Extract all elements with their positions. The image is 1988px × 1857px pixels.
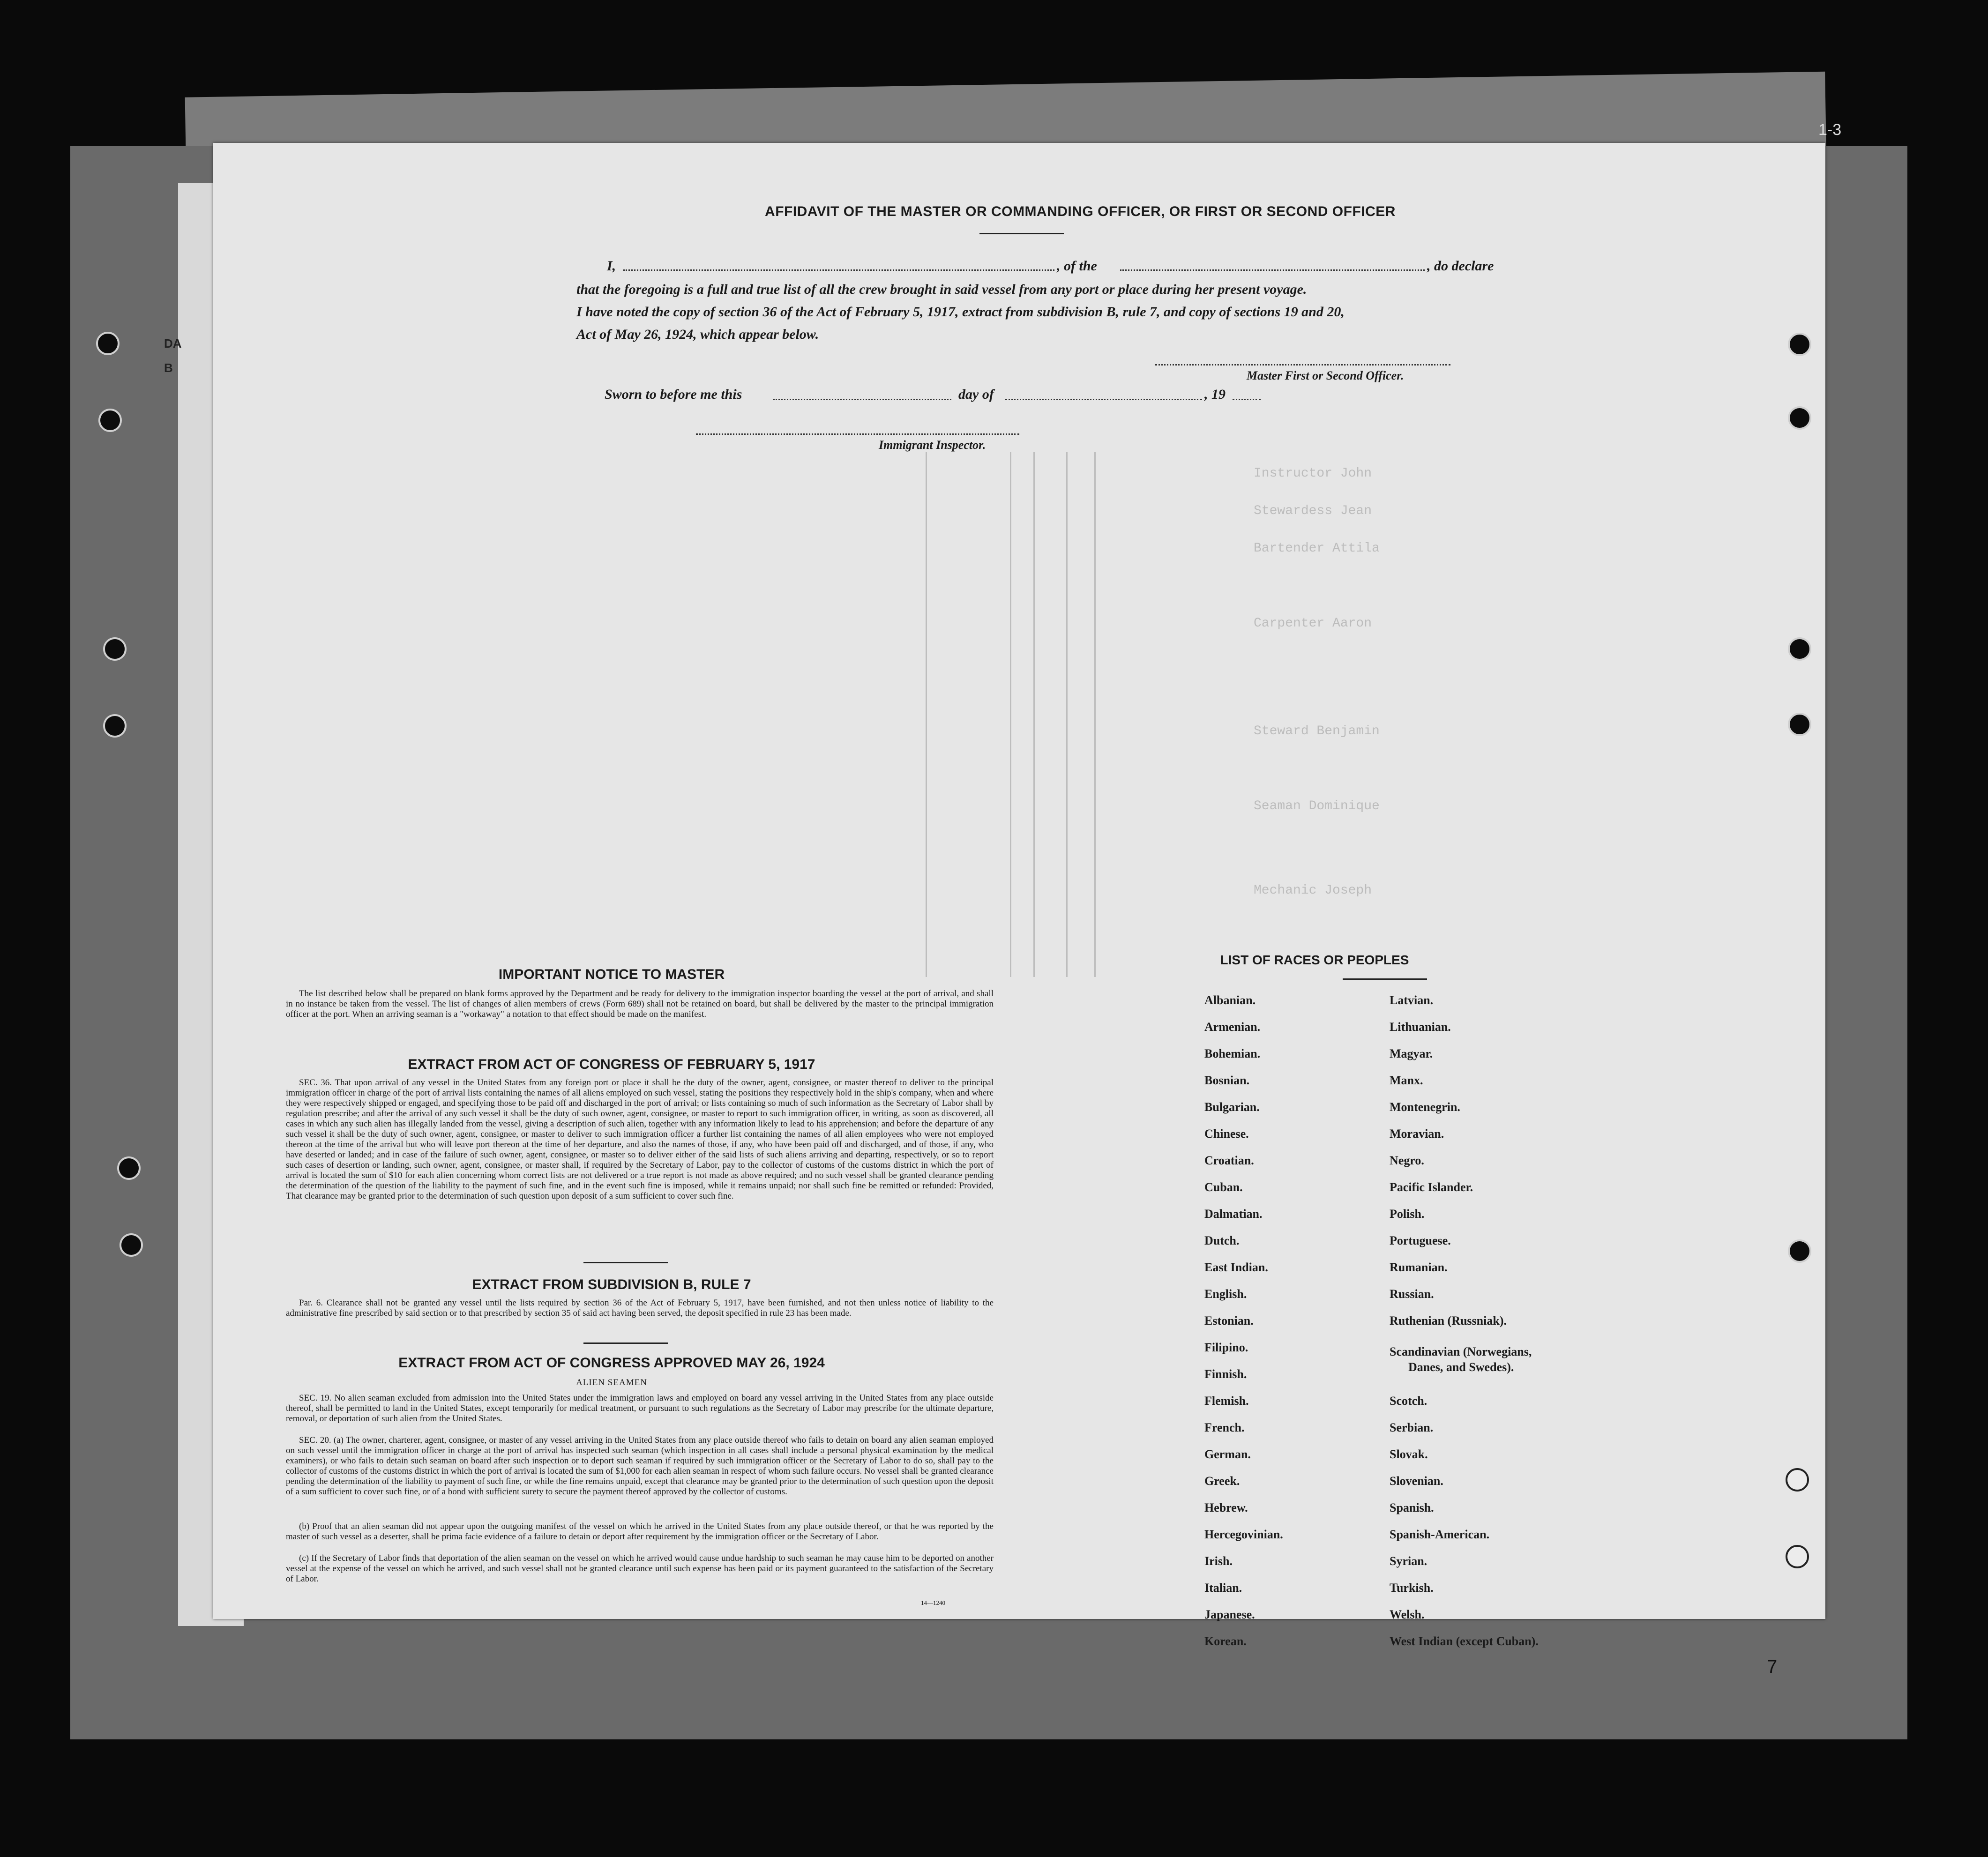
race-item: Turkish. xyxy=(1390,1581,1434,1595)
race-item: East Indian. xyxy=(1204,1260,1268,1274)
bleed-through-rule xyxy=(1033,452,1035,977)
affidavit-of-the-label: , of the xyxy=(1057,258,1097,274)
races-title-rule xyxy=(1343,978,1427,980)
race-item: Slovenian. xyxy=(1390,1474,1443,1488)
extract-1924-sec20a: SEC. 20. (a) The owner, charterer, agent, consignee, or master of any vessel arriving in the United States from any place outside thereof who fails to detain on board any alien seaman employed on such vessel until the immigration officer in charge at the port of arrival has inspected such seaman (which inspection in all cases shall include a personal physical examination by the medical examiners), or who fails to detain such seaman on board after such inspection or to deport such seaman if required by such immigration officer or the Secretary of Labor to do so, shall pay to the collector of customs of the customs district in which the port of arrival is located the sum of $1,000 for each alien seaman in respect of whom such failure occurs. No vessel shall be granted clearance pending the determination of the liability to payment of such fine, or while the fine remains unpaid, except that clearance may be granted prior to the determination of such question upon the deposit of a sum sufficient to cover such fine, or of a bond with sufficient surety to secure the payment thereof approved by the collector of customs. xyxy=(286,1435,994,1497)
extract-1924-sec20c: (c) If the Secretary of Labor finds that deportation of the alien seaman on the vessel on which he arrived would cause undue hardship to such seaman he may cause him to be deported on another vessel at the expense of the vessel on which he arrived, and such vessel shall not be granted clearance until such expense has been paid or its payment guaranteed to the satisfaction of the Secretary of Labor. xyxy=(286,1553,994,1584)
bleed-through-text: Bartender Attila xyxy=(1254,541,1380,556)
race-item: Russian. xyxy=(1390,1287,1434,1301)
name-blank-line[interactable] xyxy=(623,269,1054,271)
race-item: Magyar. xyxy=(1390,1047,1433,1060)
form-number: 14—1240 xyxy=(921,1599,945,1606)
bleed-through-text: Mechanic Joseph xyxy=(1254,883,1372,898)
bleed-through-rule xyxy=(1066,452,1068,977)
race-item: Manx. xyxy=(1390,1074,1423,1087)
race-item: Spanish. xyxy=(1390,1501,1434,1514)
manifest-page xyxy=(213,143,1825,1677)
race-item: Lithuanian. xyxy=(1390,1020,1451,1034)
race-item: Welsh. xyxy=(1390,1608,1425,1621)
race-item: Danes, and Swedes). xyxy=(1408,1360,1514,1374)
section-rule xyxy=(583,1342,668,1344)
races-title: LIST OF RACES OR PEOPLES xyxy=(1220,953,1409,967)
race-item: German. xyxy=(1204,1447,1251,1461)
race-item: Ruthenian (Russniak). xyxy=(1390,1314,1507,1327)
affidavit-line-2: that the foregoing is a full and true list of all the crew brought in said vessel from any port or place during her present voyage. xyxy=(576,282,1307,297)
affidavit-line-4: Act of May 26, 1924, which appear below. xyxy=(576,327,819,342)
punch-hole xyxy=(103,637,127,661)
bleed-through-rule xyxy=(926,452,927,977)
punch-hole xyxy=(96,332,120,355)
race-item: Moravian. xyxy=(1390,1127,1444,1141)
notice-title: IMPORTANT NOTICE TO MASTER xyxy=(498,967,725,982)
race-item: Italian. xyxy=(1204,1581,1242,1595)
race-item: Syrian. xyxy=(1390,1554,1427,1568)
race-item: Hebrew. xyxy=(1204,1501,1248,1514)
punch-hole xyxy=(117,1156,141,1180)
master-signature-label: Master First or Second Officer. xyxy=(1247,369,1404,382)
year-label: , 19 xyxy=(1204,387,1226,402)
extract-1924-title: EXTRACT FROM ACT OF CONGRESS APPROVED MAY 26, 1924 xyxy=(398,1355,825,1371)
day-of-label: day of xyxy=(958,387,994,402)
extract-1924-sec20b: (b) Proof that an alien seaman did not appear upon the outgoing manifest of the vessel on which he arrived in the United States from any place outside thereof, or that he was reported by the master of such vessel as a deserter, shall be prima facie evidence of a failure to detain or deport after requirement by the immigration officer or the Secretary of Labor. xyxy=(286,1521,994,1542)
race-item: Pacific Islander. xyxy=(1390,1180,1473,1194)
bleed-through-rule xyxy=(1010,452,1011,977)
race-item: Flemish. xyxy=(1204,1394,1249,1408)
race-item: Scandinavian (Norwegians, xyxy=(1390,1345,1532,1358)
race-item: Chinese. xyxy=(1204,1127,1249,1141)
race-item: English. xyxy=(1204,1287,1247,1301)
race-item: Finnish. xyxy=(1204,1367,1247,1381)
race-item: Filipino. xyxy=(1204,1341,1248,1354)
race-item: Irish. xyxy=(1204,1554,1233,1568)
subdivision-b-title: EXTRACT FROM SUBDIVISION B, RULE 7 xyxy=(472,1277,751,1292)
affidavit-title: AFFIDAVIT OF THE MASTER OR COMMANDING OFFICER, OR FIRST OR SECOND OFFICER xyxy=(765,204,1396,219)
race-item: Japanese. xyxy=(1204,1608,1255,1621)
sworn-month-blank[interactable] xyxy=(1005,399,1202,400)
bleed-through-text: Steward Benjamin xyxy=(1254,724,1380,738)
race-item: Serbian. xyxy=(1390,1421,1434,1434)
race-item: Bosnian. xyxy=(1204,1074,1250,1087)
affidavit-i-label: I, xyxy=(607,258,616,274)
extract-1924-sec19: SEC. 19. No alien seaman excluded from admission into the United States under the immigration laws and employed on board any vessel arriving in the United States from any place outside thereof, shall be permitted to land in the United States, except temporarily for medical treatment, or pursuant to such regulations as the Secretary of Labor may prescribe for the ultimate departure, removal, or deportation of such alien from the United States. xyxy=(286,1393,994,1424)
punch-hole xyxy=(1788,406,1811,430)
left-tab-label-b: B xyxy=(164,361,173,375)
left-tab-label-a: DA xyxy=(164,336,182,351)
punch-hole xyxy=(1788,637,1811,661)
race-item: Estonian. xyxy=(1204,1314,1254,1327)
race-item: Greek. xyxy=(1204,1474,1240,1488)
punch-hole xyxy=(1788,333,1811,356)
bleed-through-text: Stewardess Jean xyxy=(1254,504,1372,518)
punch-hole xyxy=(1788,713,1811,736)
bleed-through-rule xyxy=(1094,452,1096,977)
bleed-through-text: Carpenter Aaron xyxy=(1254,616,1372,631)
page-number-mark: 7 xyxy=(1767,1656,1778,1677)
race-item: Latvian. xyxy=(1390,993,1434,1007)
sworn-year-blank[interactable] xyxy=(1233,399,1261,400)
affidavit-declare-label: , do declare xyxy=(1427,258,1494,274)
punch-hole xyxy=(120,1233,143,1257)
punch-hole-empty xyxy=(1786,1545,1809,1568)
race-item: Dutch. xyxy=(1204,1234,1240,1247)
race-item: Croatian. xyxy=(1204,1154,1254,1167)
subdivision-b-text: Par. 6. Clearance shall not be granted any vessel until the lists required by section 36 of the Act of February 5, 1917, have been furnished, and not then unless notice of liability to the administrative fine prescribed by said section or to that prescribed by section 35 of said act having been served, the deposit specified in rule 23 has been made. xyxy=(286,1298,994,1318)
race-item: Slovak. xyxy=(1390,1447,1428,1461)
extract-1917-text: SEC. 36. That upon arrival of any vessel in the United States from any foreign port or place it shall be the duty of the owner, agent, consignee, or master thereof to deliver to the principal immigration officer in charge of the port of arrival lists containing the names of all aliens employed on such vessel, stating the positions they respectively hold in the ship's company, when and where they were respectively shipped or engaged, and specifying those to be paid off and discharged in the port of arrival; or lists containing so much of such information as the Secretary of Labor shall by regulation prescribe; and after the arrival of any such vessel it shall be the duty of such owner, agent, consignee, or master to report to such immigration officer, in writing, as soon as discovered, all cases in which any such alien has illegally landed from the vessel, giving a description of such alien, together with any information likely to lead to his apprehension; and before the departure of any such vessel it shall be the duty of such owner, agent, consignee, or master to deliver to such immigration officer a further list containing the names of all alien employees who were not employed thereon at the time of the arrival but who will leave port thereon at the time of her departure, and also the names of those, if any, who have been paid off and discharged, and of those, if any, who have deserted or landed; and in case of the failure of such owner, agent, consignee, or master so to deliver either of the said lists of such aliens arriving and departing, respectively, or so to report such cases of desertion or landing, such owner, agent, consignee, or master shall, if required by the Secretary of Labor, pay to the collector of customs of the customs district in which the port of arrival is located the sum of $10 for each alien concerning whom correct lists are not delivered or a true report is not made as above required; and no such vessel shall be granted clearance pending the determination of the question of the liability to the payment of such fine, and in the event such fine is imposed, while it remains unpaid; nor shall such fine be remitted or refunded: Provided, That clearance may be granted prior to the determination of such question upon deposit of a sum sufficient to cover such fine. xyxy=(286,1078,994,1201)
sheet-number-mark: 1-3 xyxy=(1818,121,1842,139)
sworn-label: Sworn to before me this xyxy=(605,387,742,402)
race-item: Rumanian. xyxy=(1390,1260,1448,1274)
race-item: French. xyxy=(1204,1421,1245,1434)
race-item: Polish. xyxy=(1390,1207,1425,1221)
extract-1917-title: EXTRACT FROM ACT OF CONGRESS OF FEBRUARY 5, 1917 xyxy=(408,1057,815,1072)
notice-text: The list described below shall be prepared on blank forms approved by the Department and be ready for delivery to the immigration inspector boarding the vessel at the port of arrival, and shall in no instance be taken from the vessel. The list of changes of alien members of crews (Form 689) shall not be retained on board, but shall be delivered by the master to the principal immigration officer at the port. When an arriving seaman is a "workaway" a notation to that effect should be made on the manifest. xyxy=(286,989,994,1019)
affidavit-line-3: I have noted the copy of section 36 of the Act of February 5, 1917, extract from subdivision B, rule 7, and copy of sections 19 and 20, xyxy=(576,304,1345,320)
master-signature-line[interactable] xyxy=(1155,364,1450,365)
race-item: Cuban. xyxy=(1204,1180,1243,1194)
punch-hole xyxy=(103,714,127,738)
section-rule xyxy=(583,1262,668,1263)
punch-hole xyxy=(1788,1239,1811,1263)
race-item: Spanish-American. xyxy=(1390,1528,1490,1541)
punch-hole xyxy=(98,409,122,432)
title-rule xyxy=(979,233,1064,234)
race-item: Bohemian. xyxy=(1204,1047,1261,1060)
race-item: Korean. xyxy=(1204,1634,1247,1648)
bleed-through-text: Instructor John xyxy=(1254,466,1372,481)
alien-seamen-subtitle: ALIEN SEAMEN xyxy=(576,1378,647,1387)
race-item: Scotch. xyxy=(1390,1394,1427,1408)
vessel-blank-line[interactable] xyxy=(1120,269,1425,271)
race-item: Montenegrin. xyxy=(1390,1100,1460,1114)
race-item: West Indian (except Cuban). xyxy=(1390,1634,1539,1648)
race-item: Bulgarian. xyxy=(1204,1100,1260,1114)
race-item: Armenian. xyxy=(1204,1020,1261,1034)
race-item: Negro. xyxy=(1390,1154,1424,1167)
sworn-day-blank[interactable] xyxy=(773,399,951,400)
race-item: Hercegovinian. xyxy=(1204,1528,1283,1541)
inspector-signature-label: Immigrant Inspector. xyxy=(879,438,986,452)
punch-hole-empty xyxy=(1786,1468,1809,1492)
race-item: Dalmatian. xyxy=(1204,1207,1263,1221)
race-item: Portuguese. xyxy=(1390,1234,1451,1247)
inspector-signature-line[interactable] xyxy=(696,433,1019,435)
race-item: Albanian. xyxy=(1204,993,1256,1007)
bleed-through-text: Seaman Dominique xyxy=(1254,799,1380,813)
